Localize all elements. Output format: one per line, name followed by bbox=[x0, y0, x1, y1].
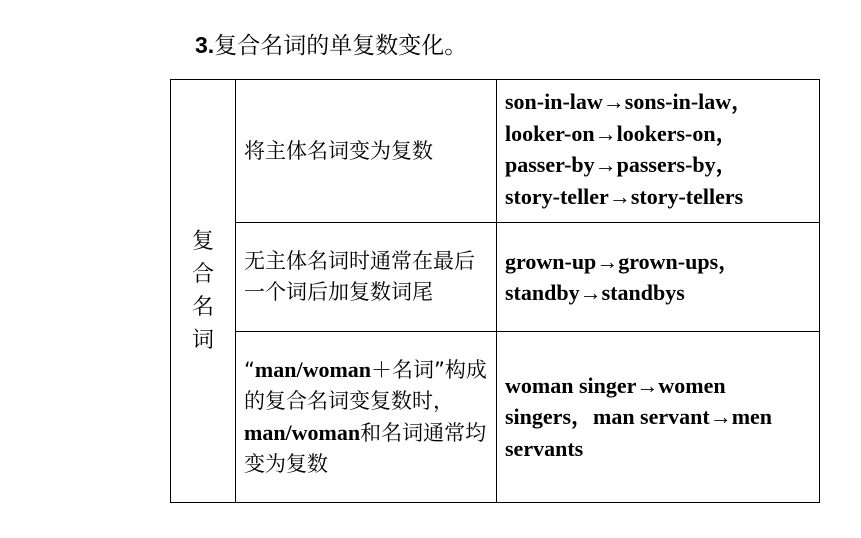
rule-cell bbox=[236, 223, 497, 332]
rule-cell bbox=[236, 80, 497, 223]
rule-cell bbox=[236, 332, 497, 503]
rule-text: 将主体名词变为复数 bbox=[244, 138, 433, 163]
table-row bbox=[171, 332, 820, 503]
rule-text-part: “ bbox=[244, 358, 255, 382]
rule-text-part: ＋名词”构成的复合名词变复数时， bbox=[244, 358, 487, 413]
rule-text-part: man/woman bbox=[254, 357, 372, 382]
rule-text-part: 和名词通常均变为复数 bbox=[244, 421, 487, 476]
section-heading bbox=[195, 28, 467, 63]
example-line: woman singer→women singers，man servant→men servants bbox=[505, 372, 773, 461]
example-cell bbox=[497, 332, 820, 503]
example-line: son-in-law→sons-in-law， bbox=[505, 89, 754, 114]
example-line: story-teller→story-tellers bbox=[505, 183, 744, 209]
category-label: 复合名词 bbox=[191, 229, 214, 353]
example-cell bbox=[497, 80, 820, 223]
table-row bbox=[171, 80, 820, 223]
example-line: looker-on→lookers-on， bbox=[505, 120, 738, 146]
example-line: passer-by→passers-by， bbox=[505, 152, 738, 177]
example-cell bbox=[497, 223, 820, 332]
rule-text-part: man/woman bbox=[244, 420, 361, 445]
section-number: 3. bbox=[195, 32, 215, 58]
example-line: grown-up→grown-ups， bbox=[505, 248, 741, 274]
section-title: 复合名词的单复数变化。 bbox=[214, 33, 468, 59]
table-row bbox=[171, 223, 820, 332]
compound-noun-table bbox=[170, 79, 820, 503]
rule-text: 无主体名词时通常在最后一个词后加复数词尾 bbox=[244, 249, 475, 304]
category-cell bbox=[171, 80, 236, 503]
example-line: standby→standbys bbox=[505, 280, 685, 305]
